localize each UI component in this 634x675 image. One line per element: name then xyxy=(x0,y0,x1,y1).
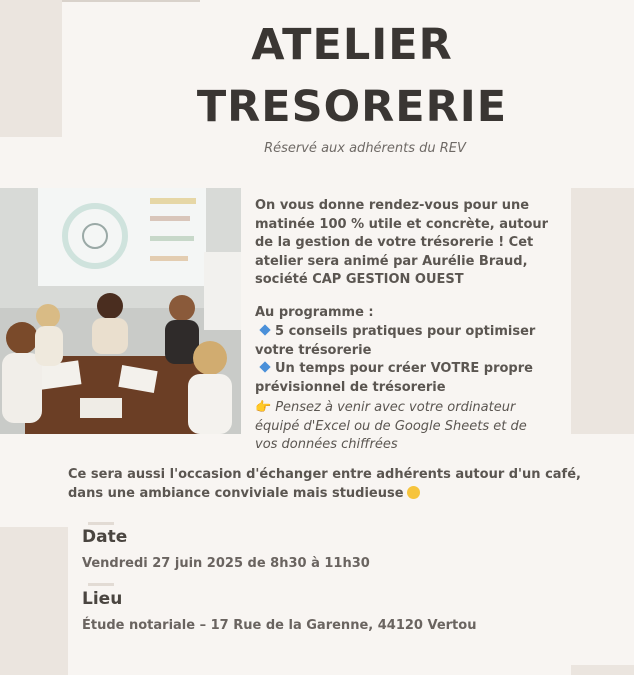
intro-paragraph: On vous donne rendez-vous pour une matinée 100 % utile et concrète, autour de la gestion de votre trésorerie ! Cet atelier sera animé par Aurélie Braud, société CAP GESTION OUEST xyxy=(255,198,549,287)
closing-text: Ce sera aussi l'occasion d'échanger entre adhérents autour d'un café, dans une ambiance conviviale mais studieuse xyxy=(68,467,581,501)
blue-diamond-icon xyxy=(259,324,270,335)
closing-paragraph xyxy=(68,466,588,503)
decor-block-bottom-left xyxy=(0,527,68,675)
blue-diamond-icon xyxy=(259,361,270,372)
location-label: Lieu xyxy=(82,589,123,609)
decor-block-right xyxy=(571,188,634,434)
location-value: Étude notariale – 17 Rue de la Garenne, 44120 Vertou xyxy=(82,618,477,633)
tip-note xyxy=(255,399,553,455)
program-item xyxy=(255,360,555,397)
date-label-bar xyxy=(88,522,114,525)
title-line-1: ATELIER xyxy=(251,20,453,70)
workshop-photo-illustration xyxy=(0,188,241,434)
title-line-2: TRESORERIE xyxy=(196,82,508,132)
decor-block-bottom-right xyxy=(571,665,634,675)
date-value: Vendredi 27 juin 2025 de 8h30 à 11h30 xyxy=(82,556,370,571)
pointing-hand-icon: 👉 xyxy=(255,400,272,415)
subtitle: Réservé aux adhérents du REV xyxy=(264,141,466,156)
program-item-text: Un temps pour créer VOTRE propre prévisionnel de trésorerie xyxy=(255,361,533,395)
program-item xyxy=(255,323,555,360)
date-label: Date xyxy=(82,527,128,547)
location-label-bar xyxy=(88,583,114,586)
winking-face-icon xyxy=(407,486,420,499)
tip-text: Pensez à venir avec votre ordinateur équipé d'Excel ou de Google Sheets et de vos données chiffrées xyxy=(255,400,527,452)
decor-line-top xyxy=(62,0,200,2)
workshop-photo xyxy=(0,188,241,434)
program-item-text: 5 conseils pratiques pour optimiser votre trésorerie xyxy=(255,324,536,358)
program-heading: Au programme : xyxy=(255,305,374,320)
